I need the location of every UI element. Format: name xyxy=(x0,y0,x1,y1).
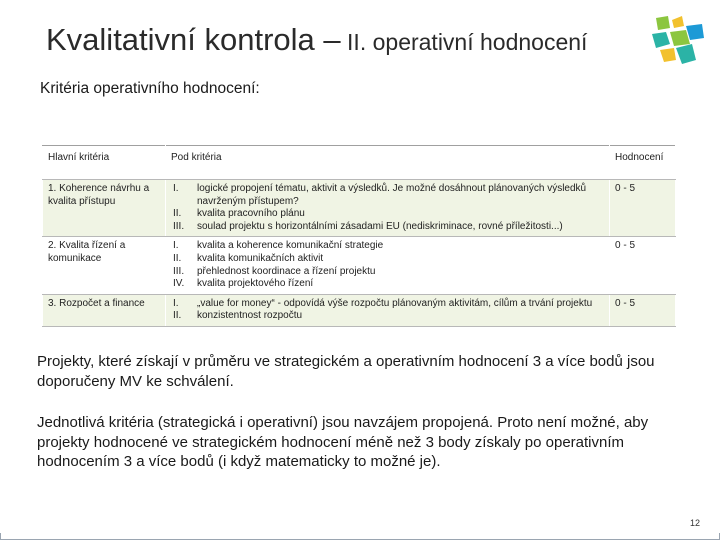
sub-criteria-list xyxy=(166,180,610,237)
score-range: 0 - 5 xyxy=(610,294,676,326)
sub-criteria-list xyxy=(166,294,610,326)
page-title xyxy=(46,22,587,58)
sub-criterion: I. „value for money“ - odpovídá výše rozpočtu plánovaným aktivitám, cílům a trvání projektu xyxy=(173,297,593,309)
logo-icon xyxy=(646,14,706,66)
page-number: 12 xyxy=(690,518,701,528)
sub-criterion: II. kvalita pracovního plánu xyxy=(173,208,305,220)
table-header-row xyxy=(43,146,676,180)
title-main: Kvalitativní kontrola – xyxy=(46,22,341,57)
sub-criteria-list xyxy=(166,237,610,294)
sub-criterion: II. konzistentnost rozpočtu xyxy=(173,310,303,322)
main-criterion: 3. Rozpočet a finance xyxy=(43,294,166,326)
header-score: Hodnocení xyxy=(610,146,676,180)
sub-criterion: III. soulad projektu s horizontálními zásadami EU (nediskriminace, rovné příležitosti...) xyxy=(173,220,563,232)
sub-criterion: II. kvalita komunikačních aktivit xyxy=(173,252,324,264)
sub-criterion: IV. kvalita projektového řízení xyxy=(173,278,314,290)
score-range: 0 - 5 xyxy=(610,237,676,294)
sub-criterion: I. logické propojení tématu, aktivit a výsledků. Je možné dosáhnout plánovaných výsledků navrženým přístupem? xyxy=(173,183,587,207)
paragraph-interconnection: Jednotlivá kritéria (strategická i operativní) jsou navzájem propojená. Proto není možné, aby projekty hodnocené ve strategickém hodnocení méně než 3 body získaly po operativním hodnocením 3 a více bodů (i když matematicky to možné je). xyxy=(37,414,649,470)
sub-criterion: III. přehlednost koordinace a řízení projektu xyxy=(173,265,376,277)
criteria-table xyxy=(42,145,676,327)
table-row xyxy=(43,237,676,294)
header-sub-criteria: Pod kritéria xyxy=(166,146,610,180)
table-row xyxy=(43,294,676,326)
table-row xyxy=(43,180,676,237)
score-range: 0 - 5 xyxy=(610,180,676,237)
main-criterion: 2. Kvalita řízení a komunikace xyxy=(43,237,166,294)
section-subtitle: Kritéria operativního hodnocení: xyxy=(40,80,260,97)
header-main-criteria: Hlavní kritéria xyxy=(43,146,166,180)
bottom-frame xyxy=(0,533,720,540)
title-sub: II. operativní hodnocení xyxy=(340,29,588,55)
main-criterion: 1. Koherence návrhu a kvalita přístupu xyxy=(43,180,166,237)
sub-criterion: I. kvalita a koherence komunikační strategie xyxy=(173,240,384,252)
paragraph-approval: Projekty, které získají v průměru ve strategickém a operativním hodnocení 3 a více bodů jsou doporučeny MV ke schválení. xyxy=(37,353,655,390)
